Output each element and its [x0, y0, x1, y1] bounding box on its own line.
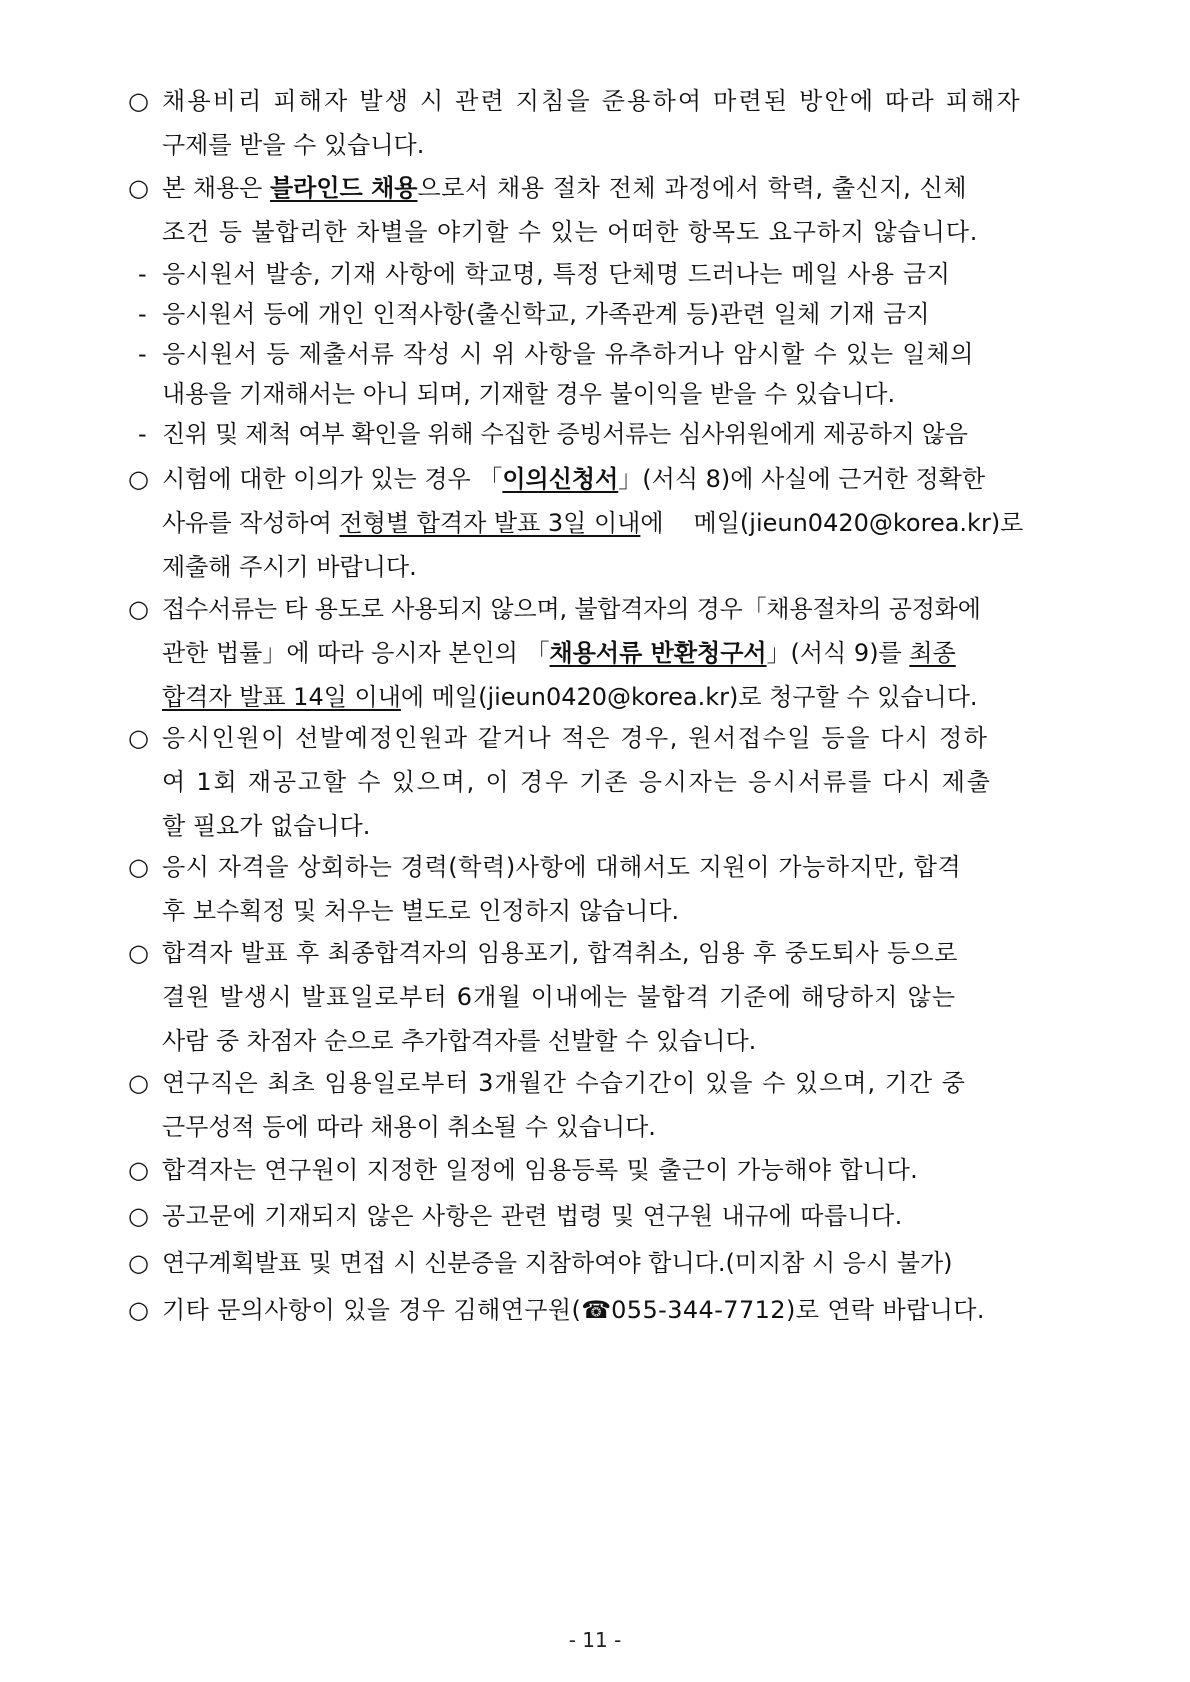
p3-line-2a: 사유를 작성하여 — [162, 509, 340, 537]
paragraph-contact — [128, 1288, 1078, 1332]
paragraph-blind-hiring — [128, 166, 1078, 254]
p11-line-1: 연구계획발표 및 면접 시 신분증을 지참하여야 합니다.(미지참 시 응시 불가) — [162, 1249, 953, 1277]
dash-bullet: - — [138, 420, 147, 448]
paragraph-objection — [128, 457, 1078, 589]
paragraph-start-date — [128, 1148, 1078, 1192]
p8-line-1: 연구직은 최초 임용일로부터 3개월간 수습기간이 있을 수 있으며, 기간 중 — [162, 1069, 966, 1097]
dash-item-3b: 내용을 기재해서는 아니 되며, 기재할 경우 불이익을 받을 수 있습니다. — [162, 380, 896, 408]
circle-bullet: ○ — [128, 1156, 149, 1184]
return-deadline: 합격자 발표 14일 이내 — [162, 683, 401, 711]
p1-line-1: 채용비리 피해자 발생 시 관련 지침을 준용하여 마련된 방안에 따라 피해자 — [162, 87, 1022, 115]
circle-bullet: ○ — [128, 87, 149, 115]
dash-bullet: - — [138, 260, 147, 288]
circle-bullet: ○ — [128, 1249, 149, 1277]
dash-item-2: 응시원서 등에 개인 인적사항(출신학교, 가족관계 등)관련 일체 기재 금지 — [162, 300, 930, 328]
circle-bullet: ○ — [128, 1296, 149, 1324]
p4-line-2c: 」(서식 9)를 — [766, 639, 910, 667]
return-request-form-name: 채용서류 반환청구서 — [549, 639, 767, 667]
circle-bullet: ○ — [128, 465, 149, 493]
p7-line-3: 사람 중 차점자 순으로 추가합격자를 선발할 수 있습니다. — [162, 1027, 757, 1055]
blind-hiring-emphasis: 블라인드 채용 — [270, 174, 418, 202]
paragraph-additional-pass — [128, 931, 1078, 1063]
p4-line-1: 접수서류는 타 용도로 사용되지 않으며, 불합격자의 경우「채용절차의 공정화에 — [162, 595, 981, 623]
paragraph-document-return — [128, 587, 1078, 719]
objection-email: 메일(jieun0420@korea.kr)로 — [693, 509, 1024, 537]
paragraph-re-announcement — [128, 716, 1078, 848]
circle-bullet: ○ — [128, 595, 149, 623]
p2-line-2: 조건 등 불합리한 차별을 야기할 수 있는 어떠한 항목도 요구하지 않습니다. — [162, 218, 979, 246]
p3-line-1c: 」(서식 8)에 사실에 근거한 정확한 — [618, 465, 986, 493]
circle-bullet: ○ — [128, 1069, 149, 1097]
p4-line-2a: 관한 법률」에 따라 응시자 본인의 「 — [162, 639, 550, 667]
p7-line-1: 합격자 발표 후 최종합격자의 임용포기, 합격취소, 임용 후 중도퇴사 등으로 — [162, 939, 958, 967]
dash-bullet: - — [138, 300, 147, 328]
objection-form-name: 이의신청서 — [502, 465, 619, 493]
p3-line-2c: 에 — [640, 509, 664, 537]
p6-line-1: 응시 자격을 상회하는 경력(학력)사항에 대해서도 지원이 가능하지만, 합격 — [162, 853, 962, 881]
p6-line-2: 후 보수획정 및 처우는 별도로 인정하지 않습니다. — [162, 897, 680, 925]
p4-line-2d: 최종 — [909, 639, 956, 667]
p3-line-3: 제출해 주시기 바랍니다. — [162, 553, 417, 581]
p5-line-3: 할 필요가 없습니다. — [162, 812, 371, 840]
paragraph-victim-relief — [128, 79, 1078, 167]
p7-line-2: 결원 발생시 발표일로부터 6개월 이내에는 불합격 기준에 해당하지 않는 — [162, 983, 957, 1011]
p2-line-1c: 으로서 채용 절차 전체 과정에서 학력, 출신지, 신체 — [417, 174, 968, 202]
circle-bullet: ○ — [128, 939, 149, 967]
dash-item-3a: 응시원서 등 제출서류 작성 시 위 사항을 유추하거나 암시할 수 있는 일체의 — [162, 340, 975, 368]
p1-line-2: 구제를 받을 수 있습니다. — [162, 131, 425, 159]
page-number: - 11 - — [568, 1628, 622, 1652]
contact-phone: 055-344-7712)로 연락 바랍니다. — [611, 1296, 985, 1324]
phone-icon: ☎ — [581, 1296, 612, 1324]
p10-line-1: 공고문에 기재되지 않은 사항은 관련 법령 및 연구원 내규에 따릅니다. — [162, 1202, 903, 1230]
p8-line-2: 근무성적 등에 따라 채용이 취소될 수 있습니다. — [162, 1113, 656, 1141]
dash-item-1: 응시원서 발송, 기재 사항에 학교명, 특정 단체명 드러나는 메일 사용 금지 — [162, 260, 951, 288]
p2-line-1a: 본 채용은 — [162, 174, 270, 202]
circle-bullet: ○ — [128, 853, 149, 881]
p3-line-1a: 시험에 대한 이의가 있는 경우 「 — [162, 465, 503, 493]
paragraph-other-rules — [128, 1194, 1078, 1238]
circle-bullet: ○ — [128, 724, 149, 752]
objection-deadline: 전형별 합격자 발표 3일 이내 — [339, 509, 641, 537]
paragraph-probation — [128, 1061, 1078, 1149]
p5-line-2: 여 1회 재공고할 수 있으며, 이 경우 기존 응시자는 응시서류를 다시 제출 — [162, 768, 992, 796]
p9-line-1: 합격자는 연구원이 지정한 일정에 임용등록 및 출근이 가능해야 합니다. — [162, 1156, 919, 1184]
p12-line-1a: 기타 문의사항이 있을 경우 김해연구원( — [162, 1296, 582, 1324]
dash-list — [128, 252, 1078, 456]
p4-line-3b: 에 메일(jieun0420@korea.kr)로 청구할 수 있습니다. — [400, 683, 978, 711]
circle-bullet: ○ — [128, 174, 149, 202]
paragraph-overqualification — [128, 845, 1078, 933]
dash-bullet: - — [138, 340, 147, 368]
circle-bullet: ○ — [128, 1202, 149, 1230]
paragraph-id-required — [128, 1241, 1078, 1285]
dash-item-4: 진위 및 제척 여부 확인을 위해 수집한 증빙서류는 심사위원에게 제공하지 않음 — [162, 420, 968, 448]
p5-line-1: 응시인원이 선발예정인원과 같거나 적은 경우, 원서접수일 등을 다시 정하 — [162, 724, 989, 752]
